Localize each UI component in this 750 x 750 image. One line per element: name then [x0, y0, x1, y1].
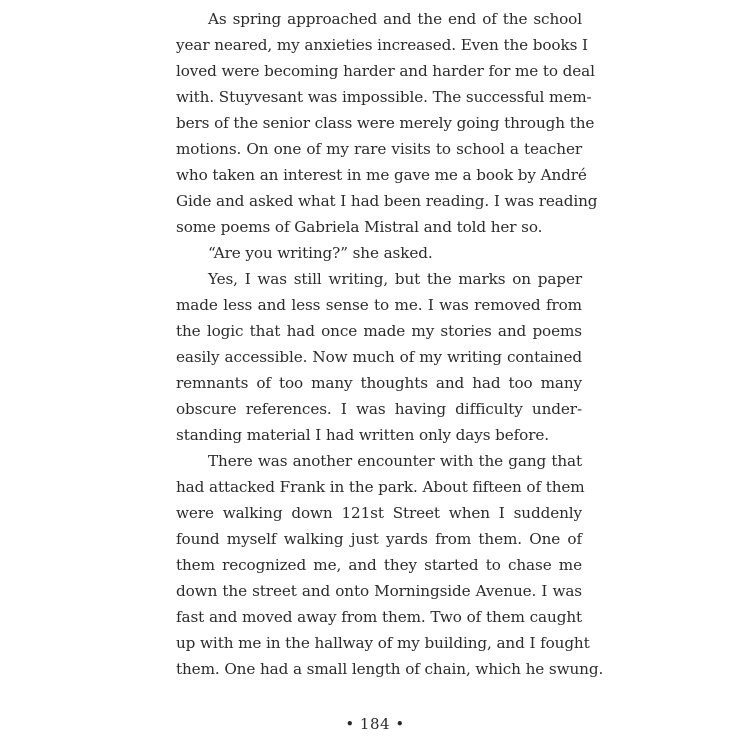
text-line: had attacked Frank in the park. About fifteen of them: [176, 478, 585, 496]
text-line: them recognized me, and they started to chase me: [176, 556, 582, 574]
text-line: were walking down 121st Street when I suddenly: [176, 504, 582, 522]
text-line: As spring approached and the end of the school: [208, 10, 582, 28]
text-line: motions. On one of my rare visits to school a teacher: [176, 140, 582, 158]
text-line: Yes, I was still writing, but the marks on paper: [208, 270, 582, 288]
text-line: them. One had a small length of chain, which he swung.: [176, 660, 604, 678]
text-line: with. Stuyvesant was impossible. The successful mem-: [176, 88, 592, 106]
text-line: up with me in the hallway of my building, and I fought: [176, 634, 590, 652]
body-text: [176, 6, 604, 682]
text-line: year neared, my anxieties increased. Even the books I: [176, 36, 588, 54]
text-line: bers of the senior class were merely going through the: [176, 114, 595, 132]
text-line: down the street and onto Morningside Avenue. I was: [176, 582, 582, 600]
text-line: the logic that had once made my stories and poems: [176, 322, 582, 340]
text-line: obscure references. I was having difficulty under-: [176, 400, 582, 418]
text-line: who taken an interest in me gave me a book by André: [176, 166, 587, 184]
text-line: found myself walking just yards from them. One of: [176, 530, 582, 548]
text-line: loved were becoming harder and harder for me to deal: [176, 62, 595, 80]
text-line: There was another encounter with the gang that: [208, 452, 582, 470]
text-line: remnants of too many thoughts and had too many: [176, 374, 582, 392]
text-line: fast and moved away from them. Two of them caught: [176, 608, 582, 626]
text-line: “Are you writing?” she asked.: [208, 244, 433, 262]
text-line: Gide and asked what I had been reading. I was reading: [176, 192, 598, 210]
text-line: easily accessible. Now much of my writing contained: [176, 348, 582, 366]
text-line: standing material I had written only days before.: [176, 426, 550, 444]
page-number: • 184 •: [345, 715, 405, 733]
text-line: some poems of Gabriela Mistral and told her so.: [176, 218, 543, 236]
text-line: made less and less sense to me. I was removed from: [176, 296, 582, 314]
